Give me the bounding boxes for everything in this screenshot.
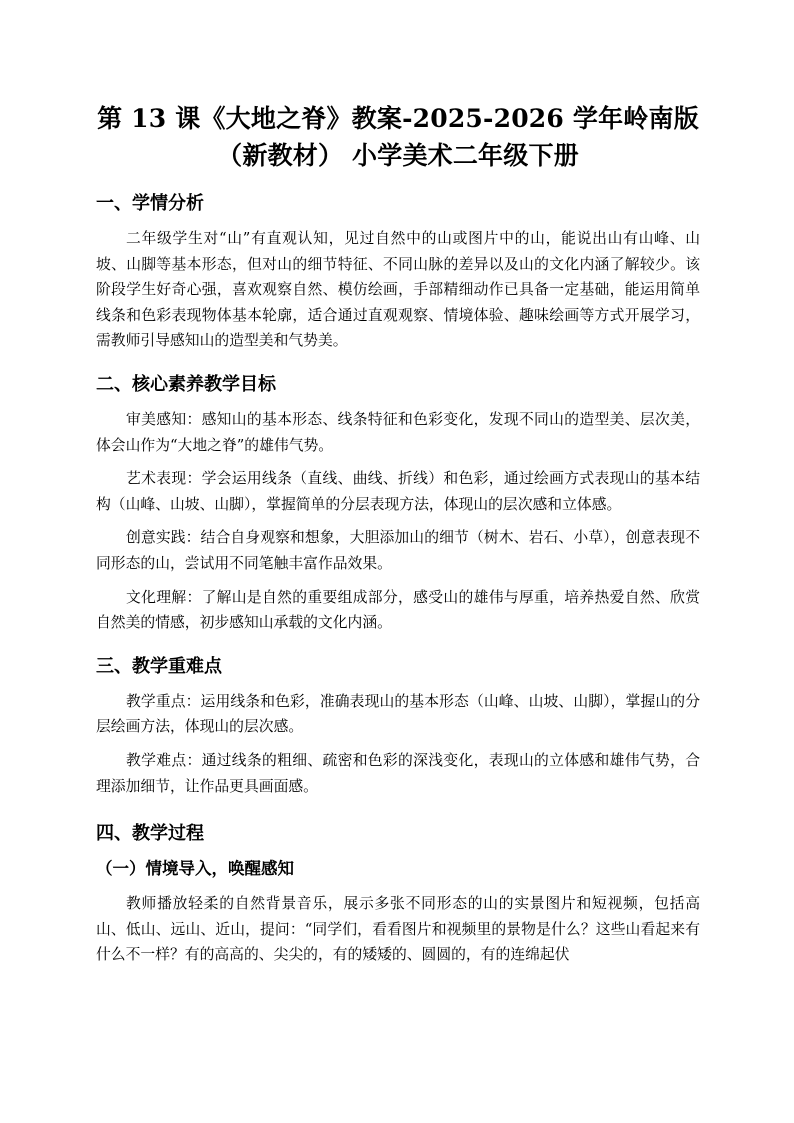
section-heading: 四、教学过程 [96,823,204,845]
paragraph: 审美感知：感知山的基本形态、线条特征和色彩变化，发现不同山的造型美、层次美，体会山作为“大地之脊”的雄伟气势。 [96,410,700,454]
subsection-heading: （一）情境导入，唤醒感知 [96,859,294,879]
paragraph: 创意实践：结合自身观察和想象，大胆添加山的细节（树木、岩石、小草），创意表现不同形态的山，尝试用不同笔触丰富作品效果。 [96,529,700,572]
section-key-difficulties [96,654,700,799]
paragraph: 教学重点：运用线条和色彩，准确表现山的基本形态（山峰、山坡、山脚），掌握山的分层绘画方法，体现山的层次感。 [96,692,700,736]
section-learning-analysis [96,191,700,354]
document-page [96,100,700,986]
paragraph: 艺术表现：学会运用线条（直线、曲线、折线）和色彩，通过绘画方式表现山的基本结构（山峰、山坡、山脚），掌握简单的分层表现方法，体现山的层次感和立体感。 [96,470,700,513]
paragraph: 文化理解：了解山是自然的重要组成部分，感受山的雄伟与厚重，培养热爱自然、欣赏自然美的情感，初步感知山承载的文化内涵。 [96,588,700,632]
section-heading: 二、核心素养教学目标 [96,373,276,395]
paragraph: 教学难点：通过线条的粗细、疏密和色彩的深浅变化，表现山的立体感和雄伟气势，合理添加细节，让作品更具画面感。 [96,751,700,795]
paragraph: 教师播放轻柔的自然背景音乐，展示多张不同形态的山的实景图片和短视频，包括高山、低山、远山、近山，提问：“同学们，看看图片和视频里的景物是什么？这些山看起来有什么不一样？有的高高的、尖尖的，有的矮矮的、圆圆的，有的连绵起伏 [96,895,700,964]
section-heading: 一、学情分析 [96,193,204,214]
document-title: 第 13 课《大地之脊》教案-2025-2026 学年岭南版（新教材） 小学美术二年级下册 [97,104,699,170]
section-teaching-process [96,821,700,968]
section-core-objectives [96,372,700,636]
paragraph: 二年级学生对“山”有直观认知，见过自然中的山或图片中的山，能说出山有山峰、山坡、山脚等基本形态，但对山的细节特征、不同山脉的差异以及山的文化内涵了解较少。该阶段学生好奇心强，喜欢观察自然、模仿绘画，手部精细动作已具备一定基础，能运用简单线条和色彩表现物体基本轮廓，适合通过直观观察、情境体验、趣味绘画等方式开展学习，需教师引导感知山的造型美和气势美。 [96,230,700,350]
section-heading: 三、教学重难点 [96,655,222,677]
